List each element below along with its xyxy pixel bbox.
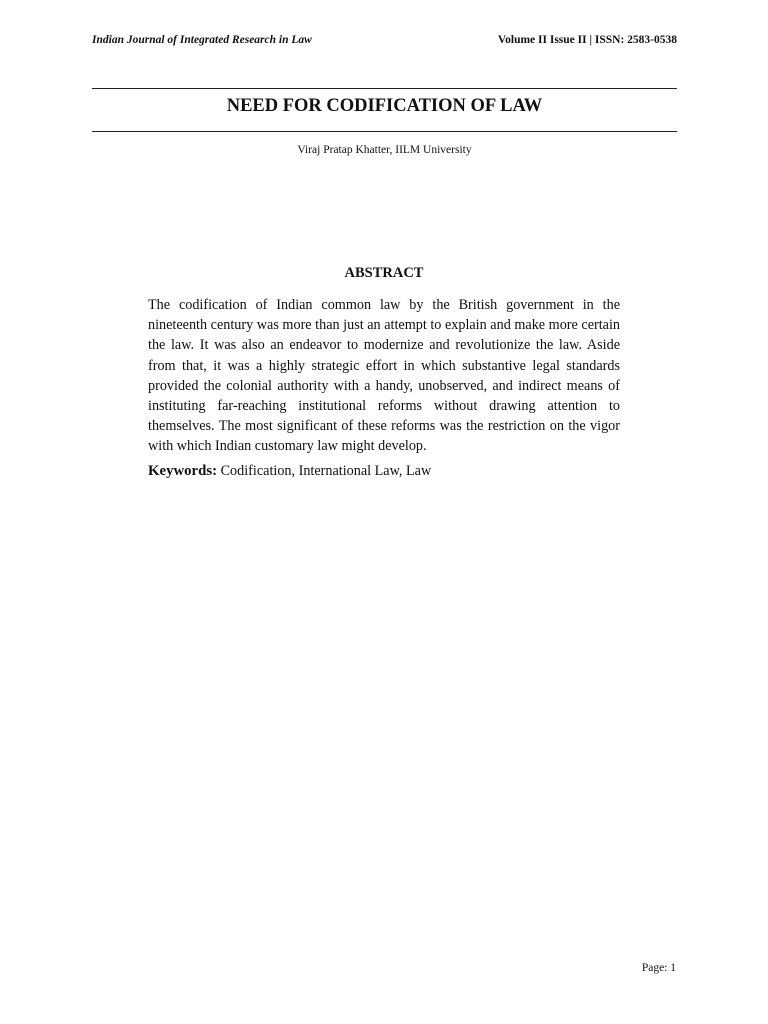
keywords-label: Keywords:	[148, 463, 218, 479]
journal-name: Indian Journal of Integrated Research in Law	[92, 34, 312, 46]
abstract-body: The codification of Indian common law by the British government in the nineteenth century was more than just an attempt to explain and make more certain the law. It was also an endeavor to modernize and revolutionize the law. Aside from that, it was a highly strategic effort in which substantive legal standards provided the colonial authority with a handy, unobserved, and indirect means of instituting far-reaching institutional reforms without drawing attention to themselves. The most significant of these reforms was the restriction on the vigor with which Indian customary law might develop.	[148, 297, 620, 455]
keywords-line	[148, 463, 620, 480]
running-header	[92, 34, 677, 50]
page-number: Page: 1	[641, 962, 676, 974]
author-affiliation: Viraj Pratap Khatter, IILM University	[297, 144, 472, 156]
keywords-values: Codification, International Law, Law	[220, 463, 432, 479]
article-title: NEED FOR CODIFICATION OF LAW	[226, 96, 543, 116]
title-rule-top	[92, 88, 677, 89]
title-rule-bottom	[92, 131, 677, 132]
abstract-heading: ABSTRACT	[344, 265, 424, 281]
issue-info: Volume II Issue II | ISSN: 2583-0538	[497, 34, 677, 46]
